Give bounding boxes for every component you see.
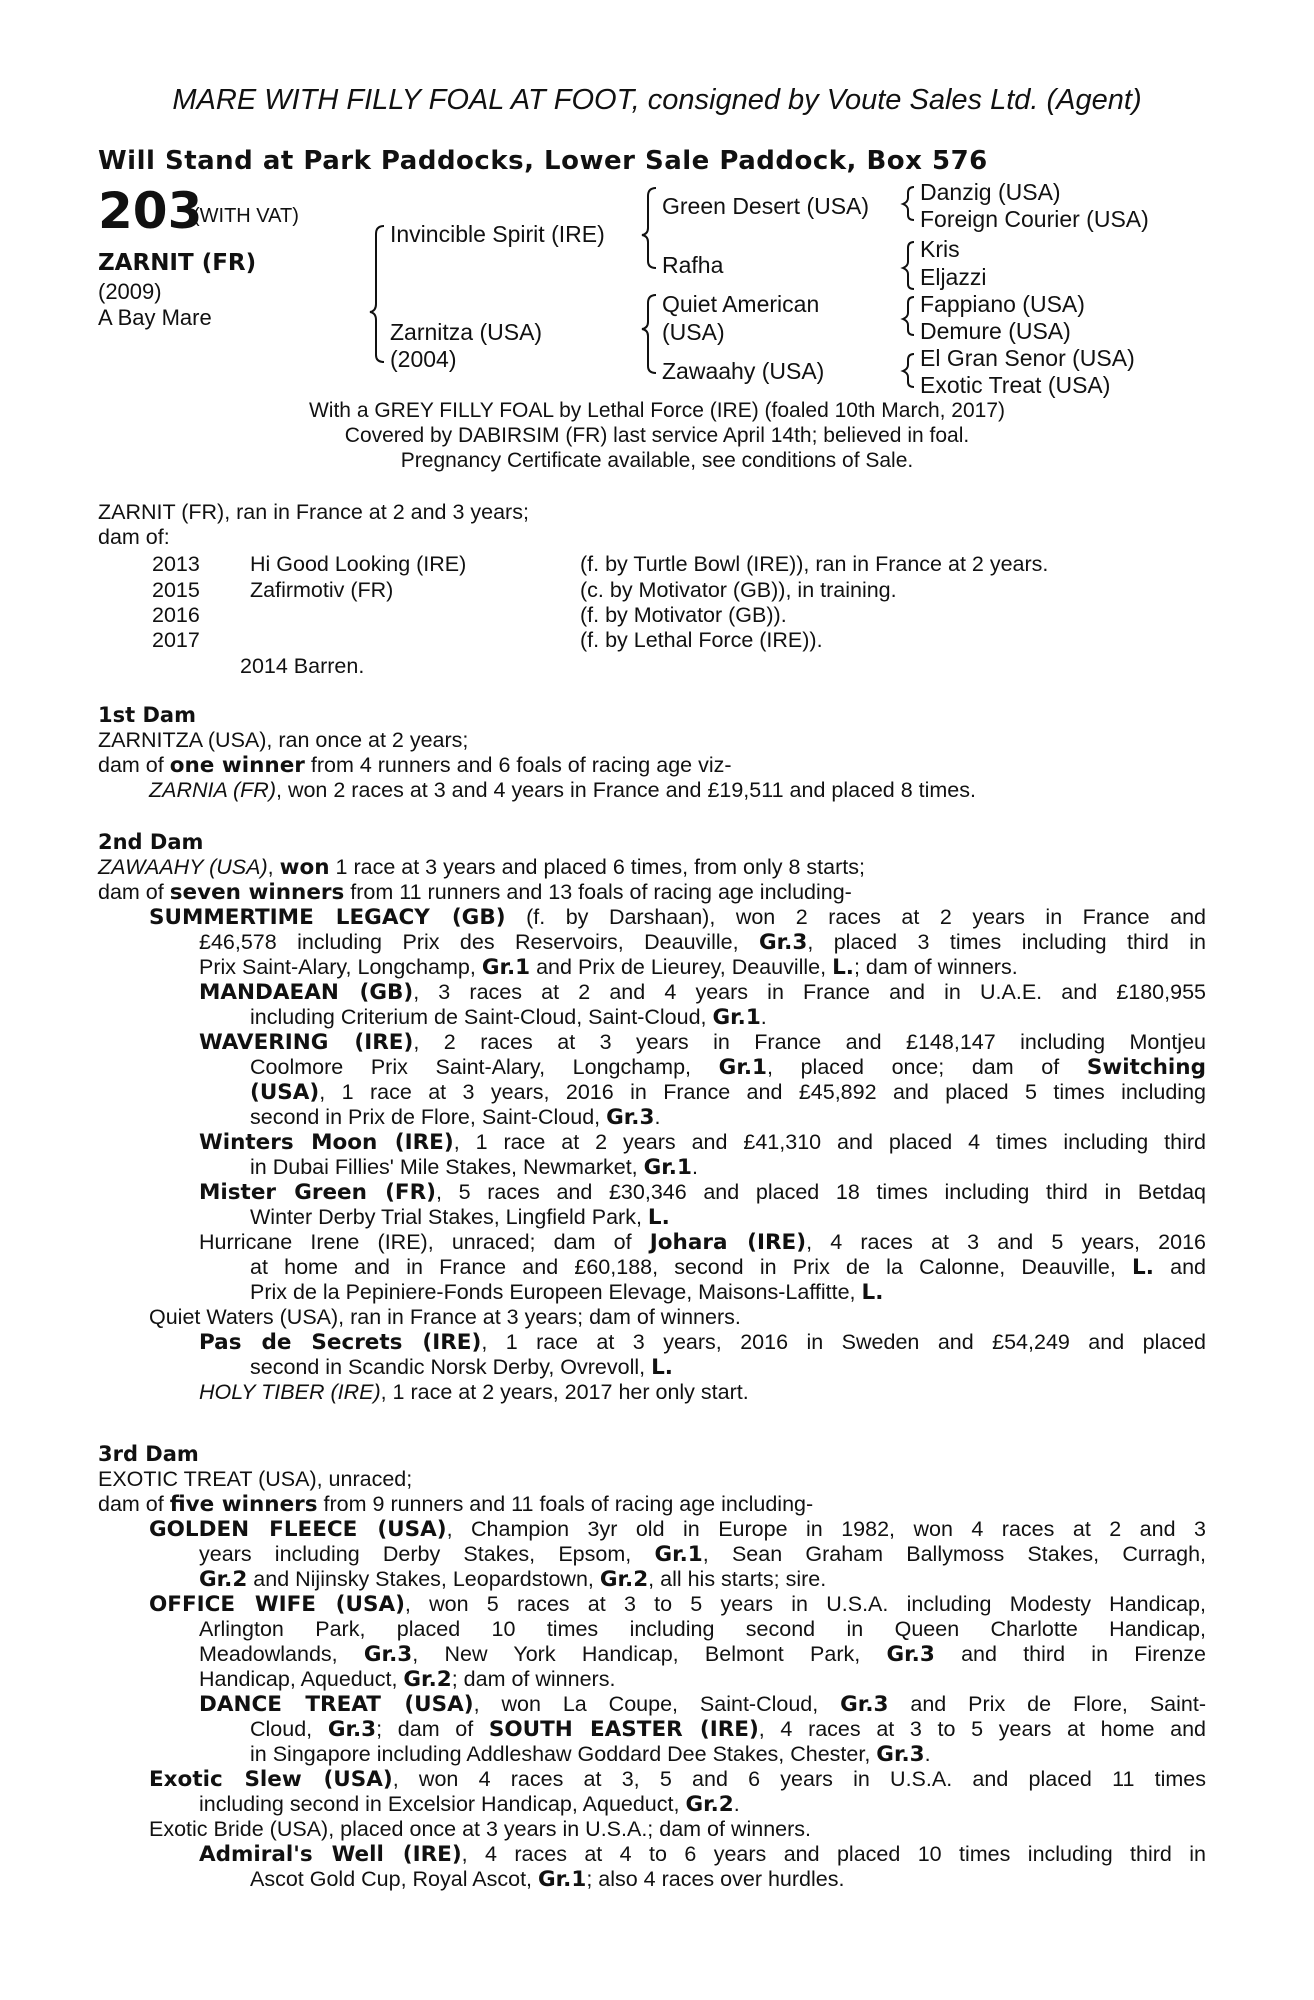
second-dam-line: ZAWAAHY (USA), won 1 race at 3 years and placed 6 times, from only 8 starts; bbox=[98, 855, 865, 880]
offspring-mister-green: Mister Green (FR), 5 races and £30,346 and placed 18 times including third in Betdaq bbox=[199, 1180, 1207, 1205]
horse-name: ZARNIT (FR) bbox=[98, 250, 257, 276]
third-dam-produce-line: dam of five winners from 9 runners and 11 foals of racing age including- bbox=[98, 1492, 814, 1517]
offspring-mandaean: MANDAEAN (GB), 3 races at 2 and 4 years in France and in U.A.E. and £180,955 bbox=[199, 980, 1206, 1005]
summertime-line-2: £46,578 including Prix des Reservoirs, Deauville, Gr.3, placed 3 times including third in bbox=[199, 930, 1206, 955]
offspring-admirals-well: Admiral's Well (IRE), 4 races at 4 to 6 years and placed 10 times including third in bbox=[199, 1842, 1207, 1867]
wavering-line-2: Coolmore Prix Saint-Alary, Longchamp, Gr.1, placed once; dam of Switching bbox=[250, 1055, 1207, 1080]
pedigree-sds: Kris bbox=[920, 236, 960, 262]
produce-detail: (c. by Motivator (GB)), in training. bbox=[580, 578, 897, 602]
wavering-line-4: second in Prix de Flore, Saint-Cloud, Gr.3. bbox=[250, 1105, 661, 1130]
offspring-pas-de-secrets: Pas de Secrets (IRE), 1 race at 3 years, 2016 in Sweden and £54,249 and placed bbox=[199, 1330, 1206, 1355]
produce-year: 2015 bbox=[152, 578, 200, 602]
pedigree-sdd: Eljazzi bbox=[920, 264, 987, 290]
foal-at-foot-line: With a GREY FILLY FOAL by Lethal Force (IRE) (foaled 10th March, 2017) bbox=[308, 399, 1006, 422]
pedigree-dds: El Gran Senor (USA) bbox=[920, 345, 1135, 371]
lot-number: 203 bbox=[98, 182, 203, 240]
office-wife-line-4: Handicap, Aqueduct, Gr.2; dam of winners. bbox=[199, 1667, 616, 1692]
stand-location: Will Stand at Park Paddocks, Lower Sale Paddock, Box 576 bbox=[98, 146, 988, 176]
offspring-quiet-waters: Quiet Waters (USA), ran in France at 3 years; dam of winners. bbox=[149, 1305, 741, 1329]
offspring-wavering: WAVERING (IRE), 2 races at 3 years in France and £148,147 including Montjeu bbox=[199, 1030, 1206, 1055]
record-dam-of: dam of: bbox=[98, 525, 170, 549]
hurricane-irene-line-2: at home and in France and £60,188, second in Prix de la Calonne, Deauville, L. and bbox=[250, 1255, 1206, 1280]
dance-treat-line-3: in Singapore including Addleshaw Goddard Dee Stakes, Chester, Gr.3. bbox=[250, 1742, 931, 1767]
produce-year: 2017 bbox=[152, 628, 200, 652]
pregnancy-line: Pregnancy Certificate available, see conditions of Sale. bbox=[400, 449, 914, 472]
first-dam-line: ZARNITZA (USA), ran once at 2 years; bbox=[98, 728, 469, 752]
produce-detail: (f. by Motivator (GB)). bbox=[580, 603, 787, 627]
wavering-line-3: (USA), 1 race at 3 years, 2016 in France and £45,892 and placed 5 times including bbox=[250, 1080, 1206, 1105]
offspring-golden-fleece: GOLDEN FLEECE (USA), Champion 3yr old in Europe in 1982, won 4 races at 2 and 3 bbox=[149, 1517, 1206, 1542]
office-wife-line-2: Arlington Park, placed 10 times including second in Queen Charlotte Handicap, bbox=[199, 1617, 1206, 1641]
pedigree-sss: Danzig (USA) bbox=[920, 179, 1061, 205]
horse-description: A Bay Mare bbox=[98, 305, 212, 330]
offspring-dance-treat: DANCE TREAT (USA), won La Coupe, Saint-Cloud, Gr.3 and Prix de Flore, Saint- bbox=[199, 1692, 1206, 1717]
produce-detail: (f. by Turtle Bowl (IRE)), ran in France at 2 years. bbox=[580, 552, 1049, 576]
pedigree-dam-year: (2004) bbox=[390, 346, 457, 372]
pedigree-sire-sire: Green Desert (USA) bbox=[662, 193, 870, 219]
first-dam-heading: 1st Dam bbox=[98, 703, 196, 727]
offspring-zarnia: ZARNIA (FR), won 2 races at 3 and 4 years in France and £19,511 and placed 8 times. bbox=[149, 778, 976, 802]
pedigree-sire: Invincible Spirit (IRE) bbox=[390, 221, 605, 247]
third-dam-heading: 3rd Dam bbox=[98, 1442, 199, 1466]
golden-fleece-line-3: Gr.2 and Nijinsky Stakes, Leopardstown, Gr.2, all his starts; sire. bbox=[199, 1567, 827, 1592]
pedigree-ssd: Foreign Courier (USA) bbox=[920, 206, 1149, 232]
offspring-exotic-slew: Exotic Slew (USA), won 4 races at 3, 5 and 6 years in U.S.A. and placed 11 times bbox=[149, 1767, 1206, 1792]
mandaean-line-2: including Criterium de Saint-Cloud, Saint-Cloud, Gr.1. bbox=[250, 1005, 767, 1030]
barren-note: 2014 Barren. bbox=[240, 654, 365, 678]
exotic-slew-line-2: including second in Excelsior Handicap, Aqueduct, Gr.2. bbox=[199, 1792, 740, 1817]
produce-year: 2016 bbox=[152, 603, 200, 627]
produce-name: Hi Good Looking (IRE) bbox=[250, 552, 467, 576]
pedigree-dsd: Demure (USA) bbox=[920, 318, 1071, 344]
second-dam-produce-line: dam of seven winners from 11 runners and 13 foals of racing age including- bbox=[98, 880, 852, 905]
pedigree-dam: Zarnitza (USA) bbox=[390, 319, 543, 345]
offspring-exotic-bride: Exotic Bride (USA), placed once at 3 years in U.S.A.; dam of winners. bbox=[149, 1817, 812, 1841]
second-dam-heading: 2nd Dam bbox=[98, 830, 204, 854]
record-intro: ZARNIT (FR), ran in France at 2 and 3 years; bbox=[98, 500, 529, 524]
dance-treat-line-2: Cloud, Gr.3; dam of SOUTH EASTER (IRE), 4 races at 3 to 5 years at home and bbox=[250, 1717, 1206, 1742]
offspring-winters-moon: Winters Moon (IRE), 1 race at 2 years and £41,310 and placed 4 times including third bbox=[199, 1130, 1206, 1155]
golden-fleece-line-2: years including Derby Stakes, Epsom, Gr.1, Sean Graham Ballymoss Stakes, Curragh, bbox=[199, 1542, 1206, 1567]
summertime-line-3: Prix Saint-Alary, Longchamp, Gr.1 and Prix de Lieurey, Deauville, L.; dam of winners. bbox=[199, 955, 1018, 980]
produce-year: 2013 bbox=[152, 552, 200, 576]
admirals-well-line-2: Ascot Gold Cup, Royal Ascot, Gr.1; also 4 races over hurdles. bbox=[250, 1867, 845, 1892]
produce-detail: (f. by Lethal Force (IRE)). bbox=[580, 628, 823, 652]
hurricane-irene-line-3: Prix de la Pepiniere-Fonds Europeen Elevage, Maisons-Laffitte, L. bbox=[250, 1280, 884, 1305]
mister-green-line-2: Winter Derby Trial Stakes, Lingfield Park, L. bbox=[250, 1205, 670, 1230]
third-dam-line: EXOTIC TREAT (USA), unraced; bbox=[98, 1467, 413, 1491]
covered-line: Covered by DABIRSIM (FR) last service April 14th; believed in foal. bbox=[344, 424, 970, 447]
catalogue-header: MARE WITH FILLY FOAL AT FOOT, consigned by Voute Sales Ltd. (Agent) bbox=[172, 84, 1142, 116]
pedigree-ddd: Exotic Treat (USA) bbox=[920, 372, 1111, 398]
pas-de-secrets-line-2: second in Scandic Norsk Derby, Ovrevoll, L. bbox=[250, 1355, 673, 1380]
pedigree-dam-sire: Quiet American bbox=[662, 291, 820, 317]
pedigree-dam-sire-country: (USA) bbox=[662, 319, 725, 345]
offspring-hurricane-irene: Hurricane Irene (IRE), unraced; dam of Johara (IRE), 4 races at 3 and 5 years, 2016 bbox=[199, 1230, 1207, 1255]
offspring-office-wife: OFFICE WIFE (USA), won 5 races at 3 to 5 years in U.S.A. including Modesty Handicap, bbox=[149, 1592, 1206, 1617]
pedigree-sire-dam: Rafha bbox=[662, 252, 724, 278]
pedigree-dss: Fappiano (USA) bbox=[920, 291, 1085, 317]
winters-moon-line-2: in Dubai Fillies' Mile Stakes, Newmarket, Gr.1. bbox=[250, 1155, 698, 1180]
horse-year: (2009) bbox=[98, 279, 162, 304]
offspring-summertime-legacy: SUMMERTIME LEGACY (GB) (f. by Darshaan), won 2 races at 2 years in France and bbox=[149, 905, 1206, 930]
produce-name: Zafirmotiv (FR) bbox=[250, 578, 394, 602]
offspring-holy-tiber: HOLY TIBER (IRE), 1 race at 2 years, 2017 her only start. bbox=[199, 1380, 749, 1404]
office-wife-line-3: Meadowlands, Gr.3, New York Handicap, Belmont Park, Gr.3 and third in Firenze bbox=[199, 1642, 1206, 1667]
pedigree-dam-dam: Zawaahy (USA) bbox=[662, 358, 825, 384]
first-dam-produce-line: dam of one winner from 4 runners and 6 foals of racing age viz- bbox=[98, 753, 732, 778]
vat-note: (WITH VAT) bbox=[193, 205, 299, 227]
